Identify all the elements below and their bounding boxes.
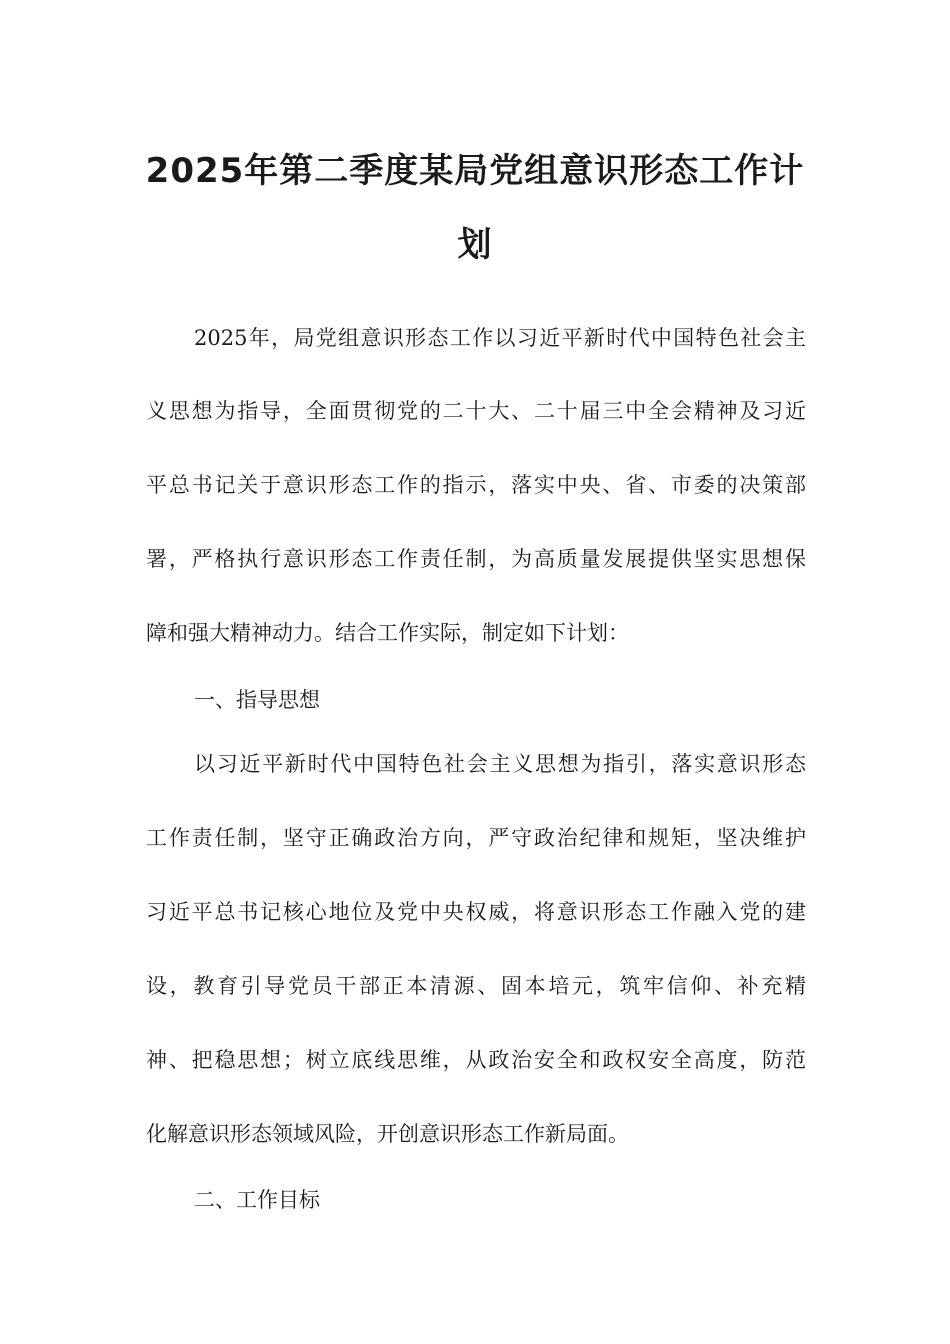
intro-line-4: 署，严格执行意识形态工作责任制，为高质量发展提供坚实思想保 (146, 547, 806, 571)
intro-line-5: 障和强大精神动力。结合工作实际，制定如下计划： (146, 621, 629, 645)
document-title-line-2: 划 (457, 225, 493, 265)
document-title-line-1: 2025年第二季度某局党组意识形态工作计 (145, 151, 805, 191)
section-1-line-6: 化解意识形态领域风险，开创意识形态工作新局面。 (146, 1122, 629, 1146)
section-1-line-2: 工作责任制，坚守正确政治方向，严守政治纪律和规矩，坚决维护 (146, 826, 806, 850)
intro-line-2: 义思想为指导，全面贯彻党的二十大、二十届三中全会精神及习近 (146, 399, 806, 423)
section-1-line-1: 以习近平新时代中国特色社会主义思想为指引，落实意识形态 (194, 752, 806, 776)
intro-line-1: 2025年，局党组意识形态工作以习近平新时代中国特色社会主 (194, 326, 806, 350)
section-1-line-5: 神、把稳思想；树立底线思维，从政治安全和政权安全高度，防范 (146, 1048, 806, 1072)
section-2-heading: 二、工作目标 (194, 1188, 320, 1212)
section-1-heading: 一、指导思想 (194, 688, 320, 712)
intro-line-3: 平总书记关于意识形态工作的指示，落实中央、省、市委的决策部 (146, 473, 806, 497)
section-1-line-3: 习近平总书记核心地位及党中央权威，将意识形态工作融入党的建 (146, 900, 806, 924)
section-1-line-4: 设，教育引导党员干部正本清源、固本培元，筑牢信仰、补充精 (146, 974, 806, 998)
